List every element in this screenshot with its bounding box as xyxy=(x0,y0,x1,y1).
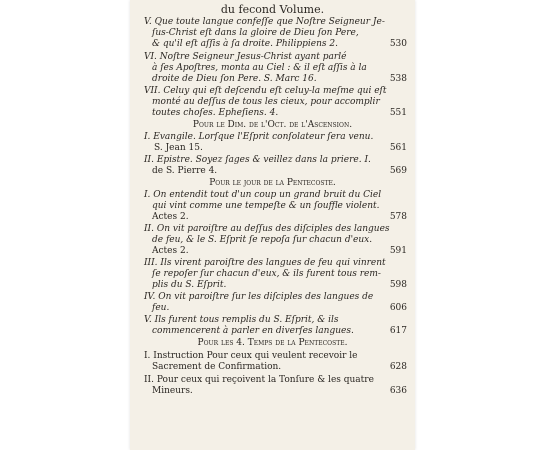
page-number: 606 xyxy=(389,303,407,313)
page-number: 538 xyxy=(389,74,407,84)
section-heading xyxy=(130,178,415,189)
entry-text: S. Jean 15. xyxy=(154,143,203,153)
entry-text: ſus-Christ eſt dans la gloire de Dieu ſon Pere, xyxy=(152,28,359,38)
entry-text: II. Pour ceux qui reçoivent la Tonſure & les quatre xyxy=(144,375,374,385)
entry-text: I. Instruction Pour ceux qui veulent recevoir le xyxy=(144,351,358,361)
entry-text: de S. Pierre 4. xyxy=(152,166,218,176)
toc-entry-line xyxy=(152,108,278,119)
entry-text: I. Evangile. Lorſque l'Eſprit conſolateur ſera venu. xyxy=(144,132,374,142)
entry-text: II. On vit paroiſtre au deſſus des diſciples des langues xyxy=(144,224,390,234)
toc-entry-line xyxy=(152,97,380,108)
toc-entry-line xyxy=(154,143,203,154)
page-number: 628 xyxy=(389,362,407,372)
toc-entry-line xyxy=(144,258,386,269)
entry-text: V. Que toute langue confeſſe que Noſtre Seigneur Je- xyxy=(144,17,385,27)
entry-text: Actes 2. xyxy=(152,212,189,222)
toc-entry-line xyxy=(152,246,189,257)
toc-entry-line xyxy=(144,132,373,143)
toc-entry-line xyxy=(152,386,193,397)
toc-entry-line xyxy=(152,269,381,280)
toc-entry-line xyxy=(152,166,217,177)
toc-entry-line xyxy=(152,201,380,212)
entry-text: Pour les 4. Temps de la Pentecoste. xyxy=(197,338,348,348)
entry-text: droite de Dieu ſon Pere. S. Marc 16. xyxy=(152,74,317,84)
page-number: 561 xyxy=(389,143,407,153)
entry-text: à ſes Apoſtres, monta au Ciel : & il eſt aſſis à la xyxy=(152,63,367,73)
toc-entry-line xyxy=(152,212,189,223)
entry-text: toutes choſes. Epheſiens. 4. xyxy=(152,108,279,118)
entry-text: I. On entendit tout d'un coup un grand bruit du Ciel xyxy=(144,190,382,200)
toc-entry-line xyxy=(144,292,373,303)
entry-text: & qu'il eſt aſſis à ſa droite. Philippiens 2. xyxy=(152,39,338,49)
entry-text: commencerent à parler en diverſes langues. xyxy=(152,326,354,336)
toc-entry-line xyxy=(144,224,390,235)
entry-text: qui vint comme une tempeſte & un ſouffle violent. xyxy=(152,201,380,211)
entry-text: ſe repoſer ſur chacun d'eux, & ils furent tous rem- xyxy=(152,269,381,279)
toc-entry-line xyxy=(152,280,226,291)
toc-entry-line xyxy=(152,28,359,39)
section-heading xyxy=(130,120,415,131)
page-number: 591 xyxy=(389,246,407,256)
entry-text: Sacrement de Confirmation. xyxy=(152,362,282,372)
toc-entry-line xyxy=(152,74,317,85)
toc-entry-line xyxy=(144,17,385,28)
toc-entry-line xyxy=(144,155,371,166)
page-number: 530 xyxy=(389,39,407,49)
toc-entry-line xyxy=(152,362,281,373)
toc-entry-line xyxy=(144,315,338,326)
toc-entry-line xyxy=(152,235,372,246)
page-number: 578 xyxy=(389,212,407,222)
page-number: 569 xyxy=(389,166,407,176)
toc-entry-line xyxy=(152,39,338,50)
page-number: 551 xyxy=(389,108,407,118)
toc-entry-line xyxy=(144,52,346,63)
entry-text: feu. xyxy=(152,303,170,313)
entry-text: V. Ils furent tous remplis du S. Eſprit, & ils xyxy=(144,315,339,325)
entry-text: Pour le Dim. de l'Oct. de l'Ascension. xyxy=(192,120,353,130)
page-header: du fecond Volume. xyxy=(220,3,325,16)
toc-entry-line xyxy=(144,351,357,362)
toc-entry-line xyxy=(152,303,169,314)
entry-text: VII. Celuy qui eſt deſcendu eſt celuy-la meſme qui eſt xyxy=(144,86,387,96)
entry-text: IV. On vit paroiſtre ſur les diſciples des langues de xyxy=(144,292,374,302)
page-number: 598 xyxy=(389,280,407,290)
toc-entry-line xyxy=(152,63,367,74)
toc-entry-line xyxy=(144,375,374,386)
entry-text: VI. Noſtre Seigneur Jesus-Christ ayant parlé xyxy=(144,52,347,62)
page-number: 636 xyxy=(389,386,407,396)
page-number: 617 xyxy=(389,326,407,336)
entry-text: de feu, & le S. Eſprit ſe repoſa ſur chacun d'eux. xyxy=(152,235,373,245)
entry-text: monté au deſſus de tous les cieux, pour accomplir xyxy=(152,97,380,107)
toc-entry-line xyxy=(144,86,387,97)
toc-entry-line xyxy=(144,190,381,201)
toc-entry-line xyxy=(152,326,354,337)
entry-text: plis du S. Eſprit. xyxy=(152,280,227,290)
entry-text: Actes 2. xyxy=(152,246,189,256)
entry-text: II. Epistre. Soyez ſages & veillez dans la priere. I. xyxy=(144,155,371,165)
entry-text: III. Ils virent paroiſtre des langues de feu qui vinrent xyxy=(144,258,386,268)
book-page xyxy=(130,0,415,450)
section-heading xyxy=(130,338,415,349)
entry-text: Mineurs. xyxy=(152,386,193,396)
entry-text: Pour le jour de la Pentecoste. xyxy=(209,178,336,188)
